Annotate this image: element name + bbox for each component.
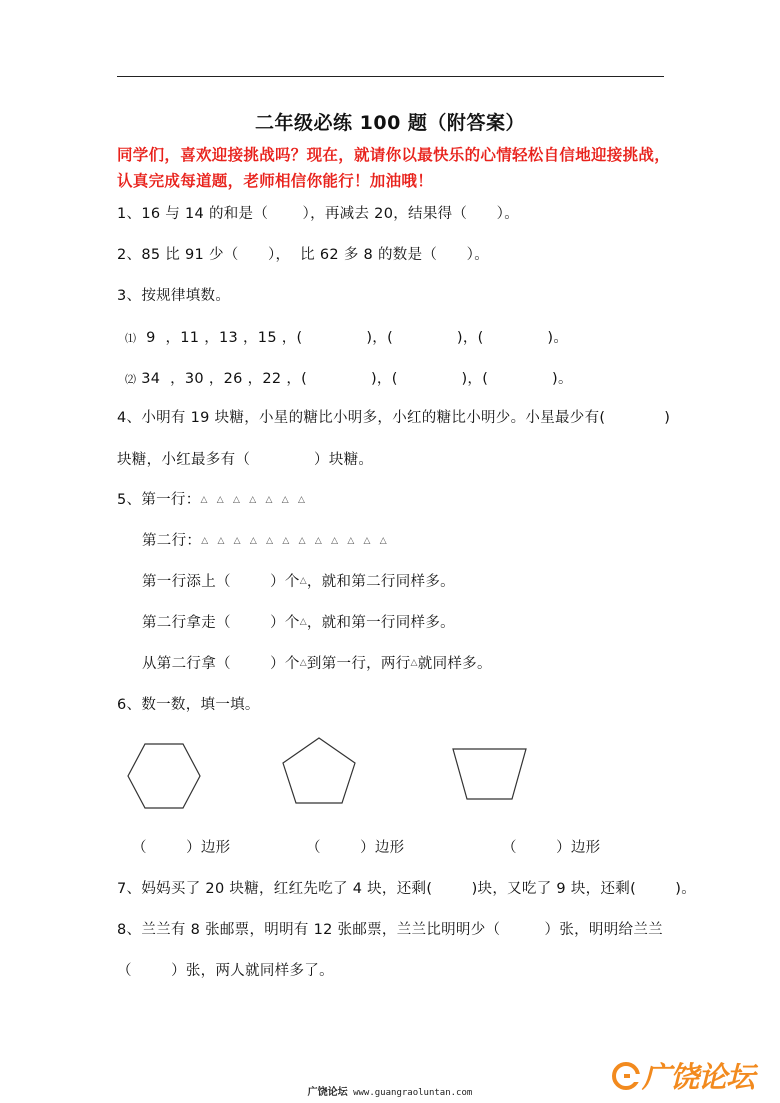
logo-text: 广饶论坛	[642, 1060, 755, 1094]
statement-3-part-3: 就同样多。	[417, 656, 492, 672]
question-3-title: 3、按规律填数。	[117, 288, 231, 304]
question-5-statement-3	[142, 652, 492, 673]
triangle-icon: △	[363, 536, 371, 546]
triangle-icon: △	[379, 536, 388, 546]
intro-line-2: 认真完成每道题，老师相信你能行！加油哦！	[117, 172, 434, 190]
triangle-icon: △	[265, 495, 273, 505]
page-title: 二年级必练 100 题（附答案）	[255, 112, 525, 134]
shape-answer-3: （ ）边形	[502, 840, 601, 856]
statement-2-part-1: 第二行拿走（ ）个	[142, 615, 300, 631]
triangle-icon: △	[233, 536, 241, 546]
trapezoid-figure	[450, 746, 530, 802]
row-1-label: 5、第一行：	[117, 492, 201, 508]
triangle-icon: △	[314, 536, 323, 546]
triangle-icon: △	[299, 576, 307, 586]
row-2-text: 34 ，30 ，26 ，22 ，( )，( )，( )。	[136, 371, 573, 387]
header-rule	[117, 76, 664, 77]
question-5-statement-2	[142, 611, 455, 632]
statement-1-part-1: 第一行添上（ ）个	[142, 574, 300, 590]
question-4-line-1: 4、小明有 19 块糖，小星的糖比小明多，小红的糖比小明少。小星最少有( )	[117, 410, 671, 426]
question-2: 2、85 比 91 少（ ）， 比 62 多 8 的数是（ ）。	[117, 247, 489, 263]
statement-1-part-2: ，就和第二行同样多。	[306, 574, 455, 590]
row-1-text: 9 ，11 ，13 ，15 ，( )，( )，( )。	[136, 330, 569, 346]
statement-3-part-1: 从第二行拿（ ）个	[142, 656, 300, 672]
row-1-label: ⑴	[125, 332, 137, 345]
triangle-icon: △	[249, 536, 258, 546]
triangle-icon: △	[299, 617, 307, 627]
triangle-icon: △	[216, 495, 224, 505]
logo-g-icon	[612, 1062, 640, 1090]
statement-3-part-2: 到第一行，两行	[306, 656, 411, 672]
watermark-url: www.guangraoluntan.com	[353, 1088, 473, 1098]
question-8-line-1: 8、兰兰有 8 张邮票，明明有 12 张邮票，兰兰比明明少（ ）张，明明给兰兰	[117, 922, 663, 938]
triangle-icon: △	[410, 658, 418, 668]
triangle-icon: △	[266, 536, 274, 546]
question-6-title: 6、数一数，填一填。	[117, 697, 260, 713]
row-2-label: 第二行：	[142, 533, 202, 549]
triangle-icon: △	[200, 495, 208, 505]
triangle-icon: △	[281, 495, 289, 505]
intro-line-1: 同学们，喜欢迎接挑战吗？现在，就请你以最快乐的心情轻松自信地迎接挑战，	[117, 146, 671, 164]
triangle-icon: △	[299, 658, 307, 668]
question-3-row-1	[125, 326, 568, 347]
triangle-icon: △	[331, 536, 339, 546]
triangle-icon: △	[233, 495, 241, 505]
question-1: 1、16 与 14 的和是（ ），再减去 20，结果得（ ）。	[117, 206, 520, 222]
triangle-row-1	[201, 492, 315, 508]
question-5-statement-1	[142, 570, 455, 591]
triangle-icon: △	[298, 536, 306, 546]
triangle-row-2	[201, 533, 396, 549]
site-logo	[612, 1055, 754, 1096]
pentagon-figure	[280, 735, 358, 805]
question-3-row-2	[125, 367, 573, 388]
shape-answer-2: （ ）边形	[306, 840, 405, 856]
triangle-icon: △	[249, 495, 257, 505]
statement-2-part-2: ，就和第一行同样多。	[306, 615, 455, 631]
hexagon-figure	[125, 742, 203, 810]
question-8-line-2: （ ）张，两人就同样多了。	[117, 963, 334, 979]
triangle-icon: △	[217, 536, 225, 546]
triangle-icon: △	[201, 536, 209, 546]
triangle-icon: △	[297, 495, 306, 505]
triangle-icon: △	[347, 536, 355, 546]
triangle-icon: △	[282, 536, 290, 546]
question-4-line-2: 块糖，小红最多有（ ）块糖。	[117, 452, 374, 468]
question-5-row-2	[142, 529, 396, 550]
shape-answer-1: （ ）边形	[132, 840, 231, 856]
question-7: 7、妈妈买了 20 块糖，红红先吃了 4 块，还剩( )块，又吃了 9 块，还剩( )。	[117, 881, 697, 897]
row-2-label: ⑵	[125, 373, 137, 386]
question-5-row-1	[117, 488, 314, 509]
watermark-site-name: 广饶论坛	[307, 1087, 348, 1098]
